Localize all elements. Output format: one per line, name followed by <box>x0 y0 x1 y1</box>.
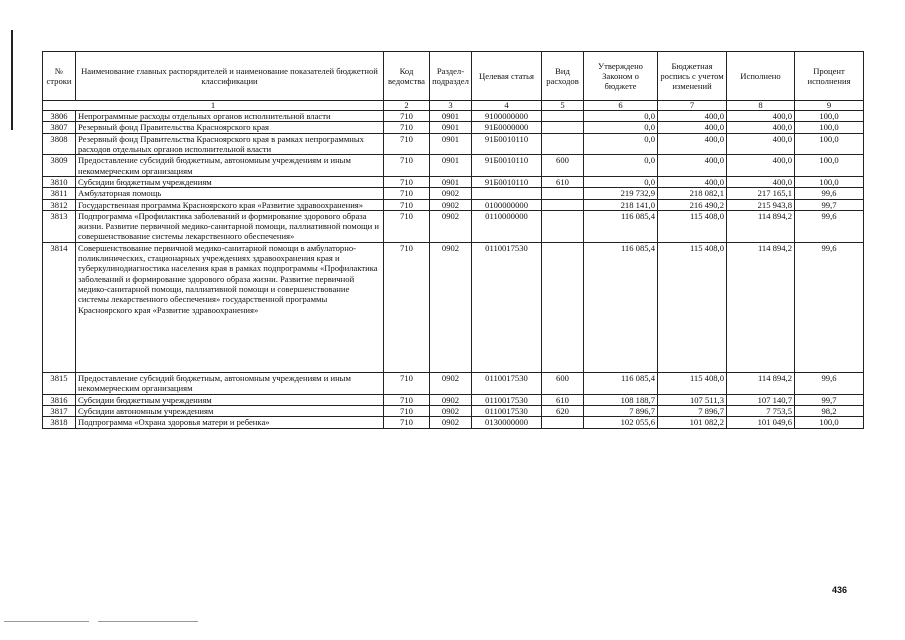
column-number-2: 2 <box>384 101 430 111</box>
row-approved: 0,0 <box>584 176 658 187</box>
row-dept-code: 710 <box>384 210 430 242</box>
row-approved: 116 085,4 <box>584 372 658 394</box>
row-dept-code: 710 <box>384 394 430 405</box>
column-number-6: 6 <box>584 101 658 111</box>
row-expense-type <box>542 122 584 133</box>
row-approved: 0,0 <box>584 111 658 122</box>
table-row <box>43 122 864 133</box>
row-expense-type: 620 <box>542 406 584 417</box>
header-approved: Утверждено Законом о бюджете <box>584 52 658 101</box>
row-percent: 100,0 <box>795 417 864 428</box>
row-percent: 99,6 <box>795 210 864 242</box>
row-approved: 218 141,0 <box>584 199 658 210</box>
row-percent: 99,7 <box>795 394 864 405</box>
row-target-item: 91Б0010110 <box>472 133 542 155</box>
row-approved: 7 896,7 <box>584 406 658 417</box>
row-approved: 219 732,9 <box>584 188 658 199</box>
header-budget-list: Бюджетная роспись с учетом изменений <box>658 52 727 101</box>
row-name: Предоставление субсидий бюджетным, автономным учреждениям и иным некоммерческим организациям <box>76 372 384 394</box>
scan-edge-mark <box>11 30 13 130</box>
row-section: 0902 <box>430 199 472 210</box>
table-row <box>43 199 864 210</box>
row-executed: 114 894,2 <box>727 372 795 394</box>
row-percent: 98,2 <box>795 406 864 417</box>
row-dept-code: 710 <box>384 133 430 155</box>
row-target-item: 0110017530 <box>472 242 542 372</box>
row-dept-code: 710 <box>384 176 430 187</box>
row-number: 3811 <box>43 188 76 199</box>
row-section: 0902 <box>430 417 472 428</box>
row-dept-code: 710 <box>384 406 430 417</box>
row-budget-list: 115 408,0 <box>658 242 727 372</box>
row-dept-code: 710 <box>384 372 430 394</box>
row-percent: 100,0 <box>795 111 864 122</box>
row-name: Субсидии бюджетным учреждениям <box>76 176 384 187</box>
row-budget-list: 400,0 <box>658 111 727 122</box>
row-approved: 102 055,6 <box>584 417 658 428</box>
row-expense-type <box>542 188 584 199</box>
row-name: Подпрограмма «Профилактика заболеваний и формирование здорового образа жизни. Развитие первичной медико-санитарной помощи, паллиативной помощи и совершенствование системы лекарственного обеспечения» <box>76 210 384 242</box>
table-row <box>43 417 864 428</box>
row-name: Непрограммные расходы отдельных органов исполнительной власти <box>76 111 384 122</box>
row-dept-code: 710 <box>384 188 430 199</box>
table-row <box>43 176 864 187</box>
row-approved: 116 085,4 <box>584 242 658 372</box>
header-name: Наименование главных распорядителей и наименование показателей бюджетной классификации <box>76 52 384 101</box>
row-percent: 99,7 <box>795 199 864 210</box>
row-expense-type <box>542 417 584 428</box>
row-section: 0902 <box>430 406 472 417</box>
row-section: 0902 <box>430 242 472 372</box>
row-percent: 99,6 <box>795 188 864 199</box>
row-target-item: 91Б0010110 <box>472 176 542 187</box>
row-executed: 400,0 <box>727 122 795 133</box>
header-row-no: № строки <box>43 52 76 101</box>
row-executed: 400,0 <box>727 155 795 177</box>
row-approved: 0,0 <box>584 155 658 177</box>
row-number: 3809 <box>43 155 76 177</box>
row-target-item: 0110000000 <box>472 210 542 242</box>
scan-artifact-line <box>4 621 89 622</box>
column-number-9: 9 <box>795 101 864 111</box>
table-row <box>43 133 864 155</box>
row-target-item: 0110017530 <box>472 372 542 394</box>
row-executed: 217 165,1 <box>727 188 795 199</box>
row-executed: 400,0 <box>727 111 795 122</box>
row-dept-code: 710 <box>384 122 430 133</box>
table-row <box>43 155 864 177</box>
row-number: 3807 <box>43 122 76 133</box>
column-number-5: 5 <box>542 101 584 111</box>
row-section: 0901 <box>430 176 472 187</box>
row-expense-type <box>542 133 584 155</box>
row-section: 0901 <box>430 133 472 155</box>
header-section: Раздел-подраздел <box>430 52 472 101</box>
row-percent: 100,0 <box>795 133 864 155</box>
row-name: Подпрограмма «Охрана здоровья матери и ребенка» <box>76 417 384 428</box>
row-percent: 99,6 <box>795 372 864 394</box>
table-row <box>43 406 864 417</box>
row-target-item: 91Б0000000 <box>472 122 542 133</box>
row-executed: 400,0 <box>727 133 795 155</box>
table-row <box>43 188 864 199</box>
row-budget-list: 7 896,7 <box>658 406 727 417</box>
row-section: 0901 <box>430 155 472 177</box>
row-number: 3816 <box>43 394 76 405</box>
row-budget-list: 101 082,2 <box>658 417 727 428</box>
header-target-item: Целевая статья <box>472 52 542 101</box>
column-number-8: 8 <box>727 101 795 111</box>
scan-artifact-line <box>98 621 198 622</box>
row-number: 3812 <box>43 199 76 210</box>
row-expense-type <box>542 199 584 210</box>
table-row <box>43 111 864 122</box>
row-number: 3817 <box>43 406 76 417</box>
row-name: Совершенствование первичной медико-санитарной помощи в амбулаторно-поликлинических, стационарных учреждениях здравоохранения края и туберкулинодиагностика населения края в рамках подпрограммы «Профилактика заболеваний и формирование здорового образа жизни. Развитие первичной медико-санитарной помощи, паллиативной помощи и совершенствование системы лекарственного обеспечения» государственной программы Красноярского края «Развитие здравоохранения» <box>76 242 384 372</box>
row-number: 3813 <box>43 210 76 242</box>
row-dept-code: 710 <box>384 199 430 210</box>
row-approved: 108 188,7 <box>584 394 658 405</box>
row-executed: 7 753,5 <box>727 406 795 417</box>
row-target-item: 0130000000 <box>472 417 542 428</box>
row-expense-type: 600 <box>542 155 584 177</box>
row-executed: 215 943,8 <box>727 199 795 210</box>
row-executed: 114 894,2 <box>727 210 795 242</box>
row-executed: 107 140,7 <box>727 394 795 405</box>
row-executed: 101 049,6 <box>727 417 795 428</box>
row-target-item: 0100000000 <box>472 199 542 210</box>
row-target-item: 91Б0010110 <box>472 155 542 177</box>
row-number: 3818 <box>43 417 76 428</box>
row-dept-code: 710 <box>384 155 430 177</box>
row-budget-list: 400,0 <box>658 176 727 187</box>
page-number: 436 <box>831 585 847 595</box>
row-name: Государственная программа Красноярского края «Развитие здравоохранения» <box>76 199 384 210</box>
row-expense-type <box>542 111 584 122</box>
header-dept-code: Код ведомства <box>384 52 430 101</box>
table-row <box>43 394 864 405</box>
table-row <box>43 210 864 242</box>
row-target-item: 0110017530 <box>472 406 542 417</box>
row-executed: 400,0 <box>727 176 795 187</box>
row-target-item <box>472 188 542 199</box>
row-budget-list: 400,0 <box>658 122 727 133</box>
row-section: 0902 <box>430 188 472 199</box>
row-percent: 100,0 <box>795 176 864 187</box>
row-number: 3814 <box>43 242 76 372</box>
header-expense-type: Вид расходов <box>542 52 584 101</box>
row-section: 0902 <box>430 210 472 242</box>
row-dept-code: 710 <box>384 111 430 122</box>
row-expense-type: 600 <box>542 372 584 394</box>
row-name: Резервный фонд Правительства Красноярского края в рамках непрограммных расходов отдельных органов исполнительной власти <box>76 133 384 155</box>
row-target-item: 0110017530 <box>472 394 542 405</box>
row-name: Предоставление субсидий бюджетным, автономным учреждениям и иным некоммерческим организациям <box>76 155 384 177</box>
row-section: 0902 <box>430 394 472 405</box>
row-percent: 99,6 <box>795 242 864 372</box>
row-expense-type <box>542 242 584 372</box>
row-budget-list: 107 511,3 <box>658 394 727 405</box>
row-percent: 100,0 <box>795 122 864 133</box>
row-name: Амбулаторная помощь <box>76 188 384 199</box>
row-dept-code: 710 <box>384 242 430 372</box>
column-number-7: 7 <box>658 101 727 111</box>
row-approved: 0,0 <box>584 133 658 155</box>
row-expense-type: 610 <box>542 394 584 405</box>
row-percent: 100,0 <box>795 155 864 177</box>
column-number-1: 1 <box>43 101 384 111</box>
row-number: 3808 <box>43 133 76 155</box>
row-expense-type <box>542 210 584 242</box>
row-name: Субсидии бюджетным учреждениям <box>76 394 384 405</box>
row-name: Резервный фонд Правительства Красноярского края <box>76 122 384 133</box>
row-expense-type: 610 <box>542 176 584 187</box>
header-percent: Процент исполнения <box>795 52 864 101</box>
table-row <box>43 372 864 394</box>
row-target-item: 9100000000 <box>472 111 542 122</box>
row-budget-list: 218 082,1 <box>658 188 727 199</box>
row-number: 3815 <box>43 372 76 394</box>
row-executed: 114 894,2 <box>727 242 795 372</box>
row-budget-list: 216 490,2 <box>658 199 727 210</box>
table-row <box>43 242 864 372</box>
row-approved: 0,0 <box>584 122 658 133</box>
row-budget-list: 400,0 <box>658 155 727 177</box>
row-section: 0901 <box>430 111 472 122</box>
row-budget-list: 400,0 <box>658 133 727 155</box>
row-section: 0902 <box>430 372 472 394</box>
column-number-4: 4 <box>472 101 542 111</box>
table-header-row <box>43 52 864 101</box>
row-budget-list: 115 408,0 <box>658 210 727 242</box>
column-number-3: 3 <box>430 101 472 111</box>
budget-execution-table <box>42 51 864 429</box>
header-executed: Исполнено <box>727 52 795 101</box>
row-name: Субсидии автономным учреждениям <box>76 406 384 417</box>
row-number: 3810 <box>43 176 76 187</box>
row-approved: 116 085,4 <box>584 210 658 242</box>
row-dept-code: 710 <box>384 417 430 428</box>
column-number-row <box>43 101 864 111</box>
row-number: 3806 <box>43 111 76 122</box>
row-budget-list: 115 408,0 <box>658 372 727 394</box>
row-section: 0901 <box>430 122 472 133</box>
